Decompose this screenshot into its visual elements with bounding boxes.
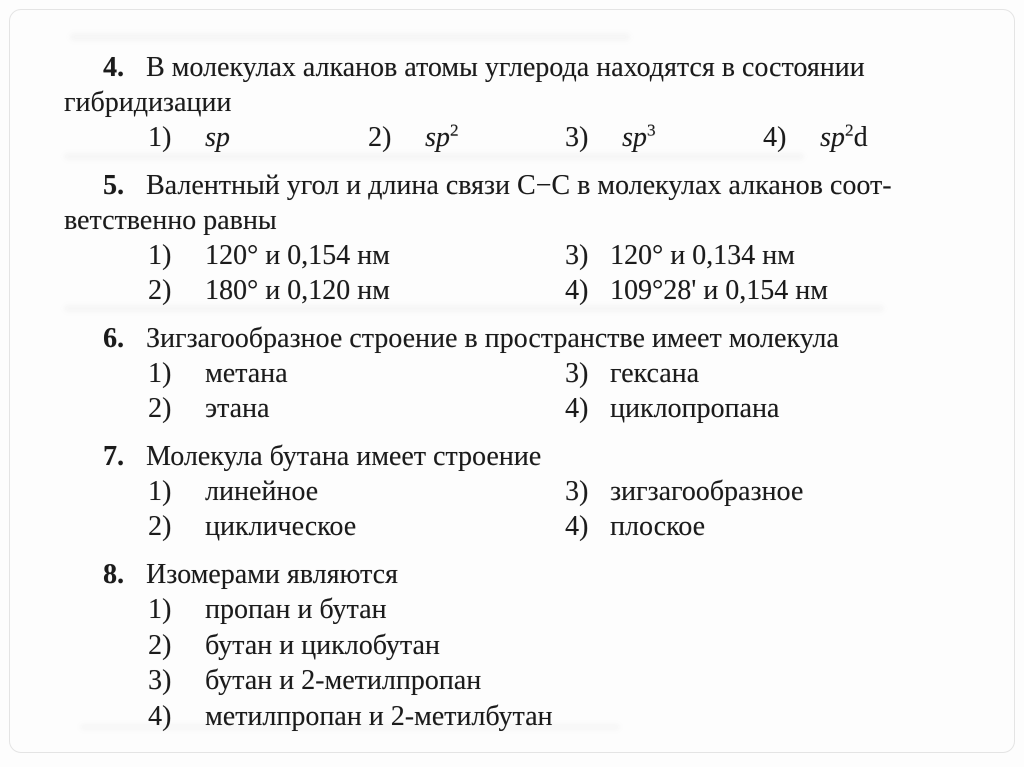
question-number: 4. <box>103 52 124 83</box>
option[interactable] <box>565 509 705 544</box>
question-7 <box>64 439 896 544</box>
question-line <box>64 557 896 592</box>
option[interactable] <box>148 356 565 391</box>
question-line <box>64 321 896 356</box>
option-text-tail: d <box>853 122 868 153</box>
option-text: циклопропана <box>610 393 780 424</box>
option-label: 1) <box>148 358 172 389</box>
question-text: Молекула бутана имеет строение <box>146 441 542 472</box>
question-line <box>64 50 896 85</box>
option-label: 3) <box>565 476 589 507</box>
option-text: 109°28' и 0,154 нм <box>610 275 828 306</box>
option-label: 2) <box>148 275 172 306</box>
option[interactable] <box>565 238 795 273</box>
option-superscript: 3 <box>646 120 656 140</box>
option-text: 180° и 0,120 нм <box>205 275 390 306</box>
option-text: плоское <box>610 511 706 542</box>
options-row <box>64 238 896 273</box>
option-label: 3) <box>565 240 589 271</box>
question-line: ветственно равны <box>64 205 277 236</box>
option-text: метана <box>205 358 288 389</box>
option-text: циклическое <box>205 511 357 542</box>
option-label: 1) <box>148 594 172 625</box>
questions-list <box>64 50 896 747</box>
question-line <box>64 168 896 203</box>
option[interactable] <box>565 391 779 426</box>
question-4 <box>64 50 896 155</box>
option[interactable] <box>565 474 803 509</box>
option[interactable] <box>148 391 565 426</box>
options-row <box>64 509 896 544</box>
option-text: зигзагообразное <box>610 476 804 507</box>
options-row <box>64 391 896 426</box>
option[interactable] <box>148 120 368 155</box>
question-text: Валентный угол и длина связи С−С в молекулах алканов соот- <box>146 170 892 201</box>
option[interactable] <box>148 238 565 273</box>
question-text: Изомерами являются <box>146 559 398 590</box>
options-row <box>64 356 896 391</box>
option[interactable] <box>64 663 896 699</box>
option-label: 1) <box>148 476 172 507</box>
option-label: 1) <box>148 240 172 271</box>
option-text: sp <box>425 122 450 153</box>
option[interactable] <box>763 120 868 155</box>
scan-artifact <box>70 33 630 41</box>
question-6 <box>64 321 896 426</box>
option-text: sp <box>820 122 845 153</box>
option-text: пропан и бутан <box>205 594 387 625</box>
options-row <box>64 273 896 308</box>
option[interactable] <box>148 509 565 544</box>
option-label: 4) <box>565 275 589 306</box>
option[interactable] <box>148 273 565 308</box>
option[interactable] <box>64 699 896 735</box>
option-label: 4) <box>763 122 787 153</box>
option-text: линейное <box>205 476 319 507</box>
question-5 <box>64 168 896 308</box>
option-text: гексана <box>610 358 700 389</box>
option[interactable] <box>565 356 699 391</box>
question-number: 8. <box>103 559 124 590</box>
options-row <box>64 120 896 155</box>
option-superscript: 2 <box>844 120 854 140</box>
option-text: sp <box>622 122 647 153</box>
question-number: 7. <box>103 441 124 472</box>
option-label: 3) <box>565 358 589 389</box>
question-8 <box>64 557 896 734</box>
option[interactable] <box>64 628 896 664</box>
option-label: 4) <box>148 700 172 732</box>
question-text: Зигзагообразное строение в пространстве имеет молекула <box>146 323 839 354</box>
question-number: 5. <box>103 170 124 201</box>
option-text: метилпропан и 2-метилбутан <box>205 700 553 732</box>
option-label: 2) <box>148 629 172 661</box>
option-label: 4) <box>565 393 589 424</box>
question-text: В молекулах алканов атомы углерода находятся в состоянии <box>146 52 865 83</box>
option-text: бутан и циклобутан <box>205 629 440 661</box>
option-text: 120° и 0,134 нм <box>610 240 795 271</box>
option-label: 2) <box>148 511 172 542</box>
option-label: 1) <box>148 122 172 153</box>
option-label: 2) <box>148 393 172 424</box>
option-text: sp <box>205 122 230 153</box>
option[interactable] <box>64 592 896 628</box>
option[interactable] <box>368 120 565 155</box>
question-number: 6. <box>103 323 124 354</box>
option-superscript: 2 <box>449 120 459 140</box>
option-label: 2) <box>368 122 392 153</box>
option-label: 3) <box>148 665 172 696</box>
option[interactable] <box>565 120 763 155</box>
question-line <box>64 439 896 474</box>
option[interactable] <box>148 474 565 509</box>
question-line: гибридизации <box>64 87 232 118</box>
option-label: 4) <box>565 511 589 542</box>
option-text: этана <box>205 393 270 424</box>
options-row <box>64 474 896 509</box>
option-label: 3) <box>565 122 589 153</box>
option-text: бутан и 2-метилпропан <box>205 665 482 696</box>
option-text: 120° и 0,154 нм <box>205 240 390 271</box>
option[interactable] <box>565 273 828 308</box>
